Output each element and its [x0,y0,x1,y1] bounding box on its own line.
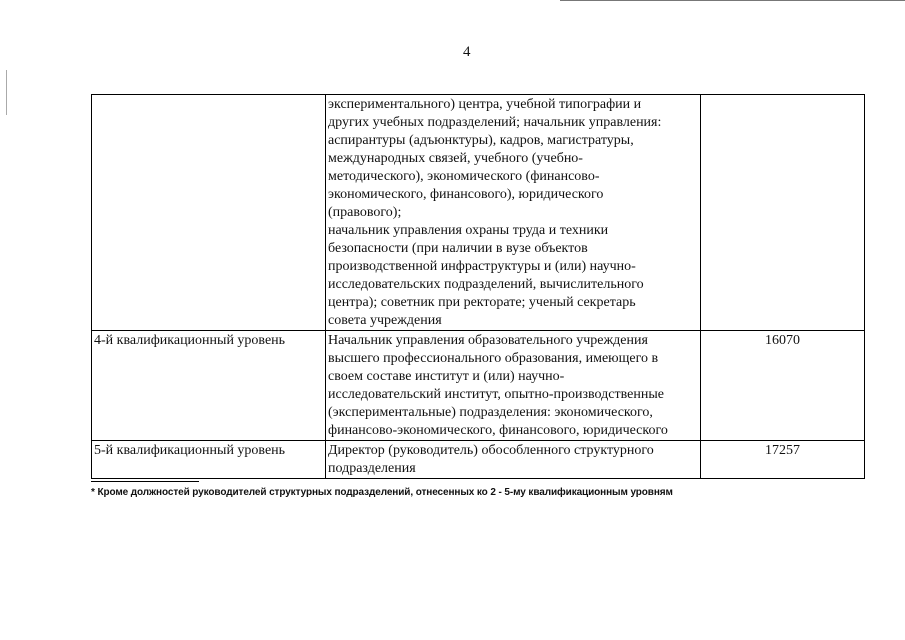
table-row [92,331,865,441]
page-number: 4 [463,44,471,60]
duties-cell: экспериментального) центра, учебной типографии и других учебных подразделений; начальник управления: аспирантуры (адъюнктуры), кадров, магистратуры, международных связей, учебного (учебно- методического), экономического (финансово- экономического, финансового), юридического (правового); начальник управления охраны труда и техники безопасности (при наличии в вузе объектов производственной инфраструктуры и (или) научно- исследовательских подразделений, вычислительного центра); советник при ректорате; ученый секретарь совета учреждения [326,95,701,331]
salary-cell [701,95,865,331]
qualification-table [91,94,865,479]
level-cell: 4-й квалификационный уровень [92,331,326,441]
salary-cell: 17257 [701,441,865,479]
table-row [92,95,865,331]
scan-edge-line [560,0,905,1]
scan-margin-mark [6,70,7,115]
level-cell: 5-й квалификационный уровень [92,441,326,479]
duties-cell: Начальник управления образовательного учреждения высшего профессионального образования, имеющего в своем составе институт и (или) научно- исследовательский институт, опытно-производственные (экспериментальные) подразделения: экономического, финансово-экономического, финансового, юридического [326,331,701,441]
footnote-separator [91,481,199,482]
duties-cell: Директор (руководитель) обособленного структурного подразделения [326,441,701,479]
footnote: * Кроме должностей руководителей структурных подразделений, отнесенных ко 2 - 5-му квалификационным уровням [91,487,673,498]
salary-cell: 16070 [701,331,865,441]
table-row [92,441,865,479]
level-cell [92,95,326,331]
